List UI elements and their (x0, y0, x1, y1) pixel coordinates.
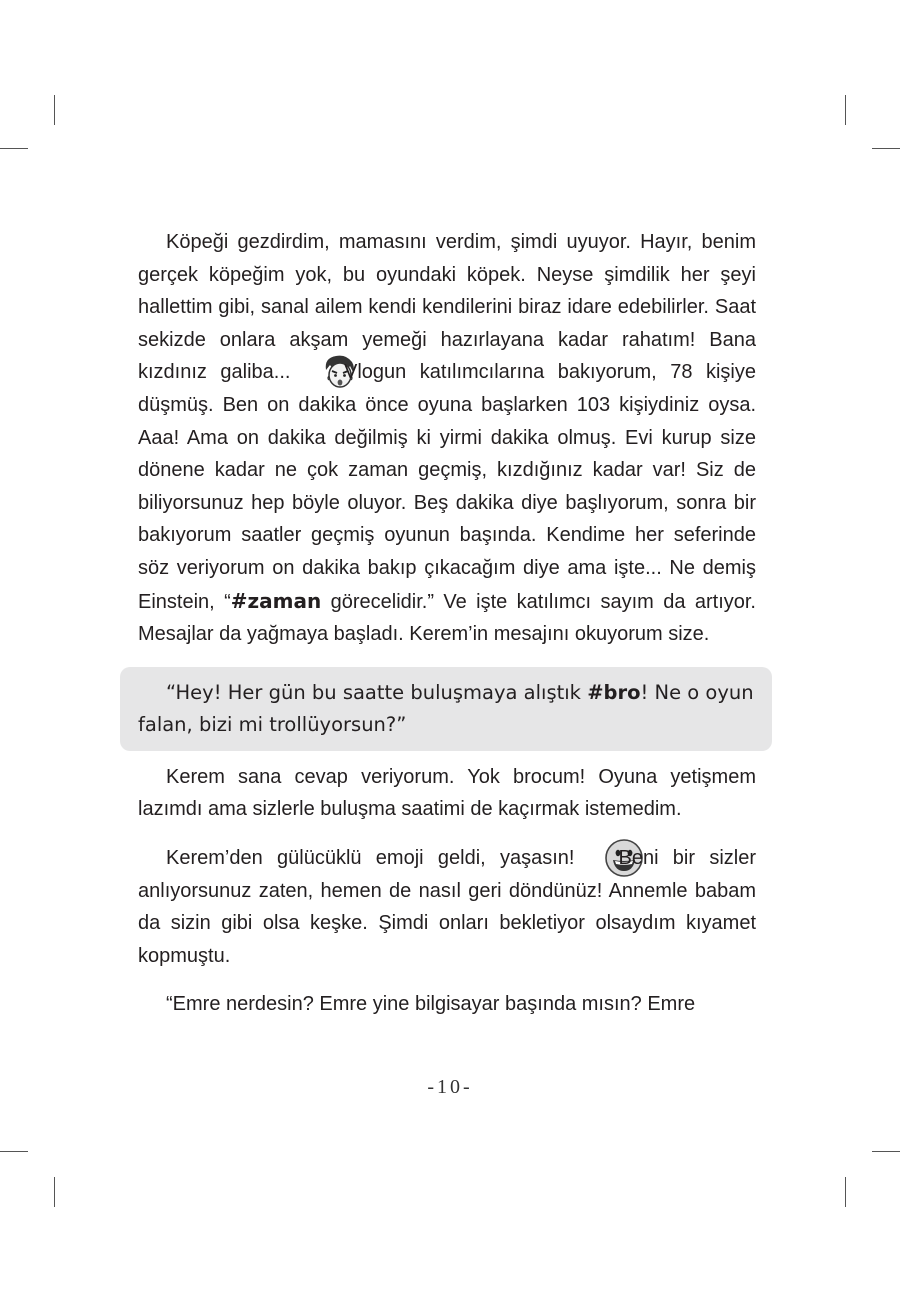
paragraph: “Emre nerdesin? Emre yine bilgisayar başında mısın? Emre (166, 993, 696, 1016)
crop-mark (845, 95, 846, 125)
paragraph: Köpeği gezdirdim, mamasını verdim, şimdi uyuyor. Hayır, benim gerçek köpeğim yok, bu oyundaki köpek. Neyse şimdilik her şeyi hallettim gibi, sanal ailem kendi kendilerini biraz idare edebilirler. Saat sekizde onlara akşam yemeği hazırlayana kadar rahatım! Bana kızdınız galiba... Vlogun katılımcılarına bakıyorum, 78 kişiye düşmüş. Ben on dakika önce oyuna başlarken 103 kişiydiniz oysa. Aaa! Ama on dakika değilmiş ki yirmi dakika olmuş. Evi kurup size dönene kadar ne çok zaman geçmiş, kızdığınız kadar var! Siz de biliyorsunuz hep böyle oluyor. Beş dakika diye başlıyorum, sonra bir bakıyorum saatler geçmiş oyunun başında. Kendime her seferinde söz veriyorum on dakika bakıp çıkacağım diye ama işte... Ne demiş Einstein, “#zaman görecelidir.” Ve işte katılımcı sayım da artıyor. Mesajlar da yağmaya başladı. Kerem’in mesajını okuyorum size. (138, 231, 756, 646)
message-bubble: “Hey! Her gün bu saatte buluşmaya alıştık #bro! Ne o oyun falan, bizi mi trollüyorsun?” (120, 667, 772, 751)
body-text (138, 226, 756, 1021)
angry-boy-face-icon (292, 354, 330, 390)
crop-mark (872, 1151, 900, 1152)
hashtag: #zaman (230, 588, 322, 613)
crop-mark (872, 148, 900, 149)
crop-mark (54, 95, 55, 125)
crop-mark (54, 1177, 55, 1207)
paragraph: Kerem sana cevap veriyorum. Yok brocum! Oyuna yetişmem lazımdı ama sizlerle buluşma saatimi de kaçırmak istemedim. (138, 765, 756, 821)
page-number: -10- (427, 1076, 473, 1098)
crop-mark (0, 1151, 28, 1152)
crop-mark (845, 1177, 846, 1207)
hashtag: #bro (587, 680, 641, 704)
paragraph: Kerem’den gülücüklü emoji geldi, yaşasın! Beni bir sizler anlıyorsunuz zaten, hemen de nasıl geri döndünüz! Annemle babam da sizin gibi olsa keşke. Şimdi onları bekletiyor olsaydım kıyamet kopmuştu. (138, 842, 756, 972)
crop-mark (0, 148, 28, 149)
grinning-emoji-icon (576, 838, 616, 878)
